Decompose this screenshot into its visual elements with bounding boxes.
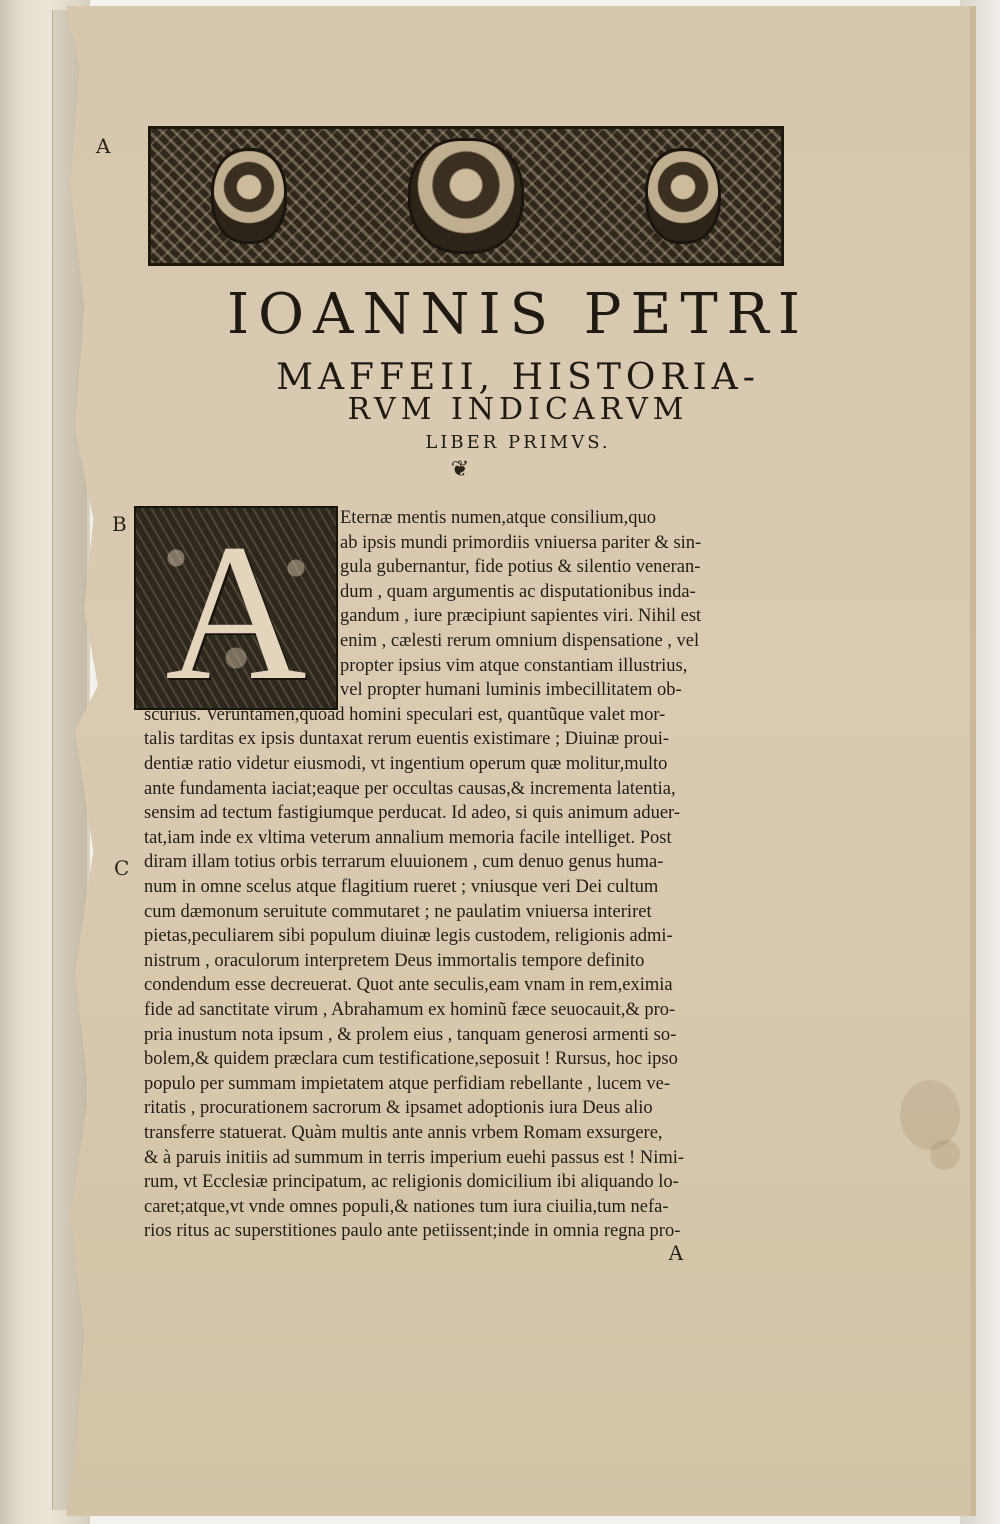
woodcut-headpiece xyxy=(148,126,784,266)
page-stain xyxy=(900,1080,960,1150)
text-line: ritatis , procurationem sacrorum & ipsamet adoptionis iura Deus alio xyxy=(144,1098,653,1119)
headpiece-mask-right xyxy=(645,148,721,244)
text-line: transferre statuerat. Quàm multis ante annis vrbem Romam exsurgere, xyxy=(144,1123,663,1143)
title-author: IOANNIS PETRI xyxy=(227,282,809,347)
page-stain xyxy=(930,1140,960,1170)
text-line: vel propter humani luminis imbecillitatem ob- xyxy=(340,680,682,701)
margin-marker-b: B xyxy=(112,512,127,536)
text-line: enim , cælesti rerum omnium dispensatione , vel xyxy=(340,631,700,651)
text-line: propter ipsius vim atque constantiam illustrius, xyxy=(340,655,688,676)
text-line: gula gubernantur, fide potius & silentio veneran- xyxy=(340,557,701,578)
text-line: Eternæ mentis numen,atque consilium,quo xyxy=(340,508,656,528)
title-line-3: RVM INDICARVM xyxy=(347,392,689,427)
text-line: dentiæ ratio videtur eiusmodi, vt ingentium operum quæ molitur,multo xyxy=(144,754,668,774)
text-line: populo per summam impietatem atque perfidiam rebellante , lucem ve- xyxy=(144,1073,671,1094)
fleuron-ornament: ❦ xyxy=(450,457,470,482)
text-line: & à paruis initiis ad summum in terris imperium euehi passus est ! Nimi- xyxy=(144,1147,685,1168)
text-line: caret;atque,vt vnde omnes populi,& nationes tum iura ciuilia,tum nefa- xyxy=(144,1196,669,1217)
text-line: ab ipsis mundi primordiis vniuersa pariter & sin- xyxy=(340,532,702,553)
text-line: rum, vt Ecclesiæ principatum, ac religionis domicilium ibi aliquando lo- xyxy=(144,1172,679,1193)
text-line: tat,iam inde ex vltima veterum annalium memoria facile intelliget. Post xyxy=(144,827,672,848)
margin-marker-c: C xyxy=(114,856,130,880)
headpiece-mask-left xyxy=(211,148,287,244)
text-line: ante fundamenta iaciat;eaque per occultas causas,& incrementa latentia, xyxy=(144,778,676,799)
margin-marker-a: A xyxy=(96,134,111,158)
text-line: dum , quam argumentis ac disputationibus inda- xyxy=(340,581,696,602)
text-line: diram illam totius orbis terrarum eluuionem , cum denuo genus huma- xyxy=(144,852,664,873)
title-book-number: LIBER PRIMVS. xyxy=(425,432,611,453)
text-line: sensim ad tectum fastigiumque perducat. Id adeo, si quis animum aduer- xyxy=(144,803,680,824)
headpiece-mask-center xyxy=(408,138,524,254)
text-line: gandum , iure præcipiunt sapientes viri. Nihil est xyxy=(340,606,702,627)
text-line: cum dæmonum seruitute commutaret ; ne paulatim vniuersa interiret xyxy=(144,901,652,922)
text-line: talis tarditas ex ipsis duntaxat rerum euentis existimare ; Diuinæ proui- xyxy=(144,729,670,750)
text-line: condendum esse decreuerat. Quot ante seculis,eam vnam in rem,eximia xyxy=(144,975,673,996)
initial-letter: A xyxy=(165,504,307,721)
text-line: scurius. Veruntamen,quoad homini speculari est, quantũque valet mor- xyxy=(144,704,666,725)
text-line: pietas,peculiarem sibi populum diuinæ legis custodem, religionis admi- xyxy=(144,926,673,947)
text-line: bolem,& quidem præclara cum testificatione,seposuit ! Rursus, hoc ipso xyxy=(144,1049,678,1070)
text-line: nistrum , oraculorum interpretem Deus immortalis tempore definito xyxy=(144,950,645,971)
text-line: pria inustum nota ipsum , & prolem eius , tanquam generosi armenti so- xyxy=(144,1024,677,1045)
text-line: fide ad sanctitate virum , Abrahamum ex hominũ fæce seuocauit,& pro- xyxy=(144,1000,676,1020)
title-line-2: MAFFEII, HISTORIA- xyxy=(276,357,760,398)
text-line: num in omne scelus atque flagitium rueret ; vniusque veri Dei cultum xyxy=(144,877,659,897)
text-line: rios ritus ac superstitiones paulo ante petiissent;inde in omnia regna pro- xyxy=(144,1221,681,1242)
catchword: A xyxy=(668,1240,684,1265)
decorated-initial xyxy=(134,504,338,721)
